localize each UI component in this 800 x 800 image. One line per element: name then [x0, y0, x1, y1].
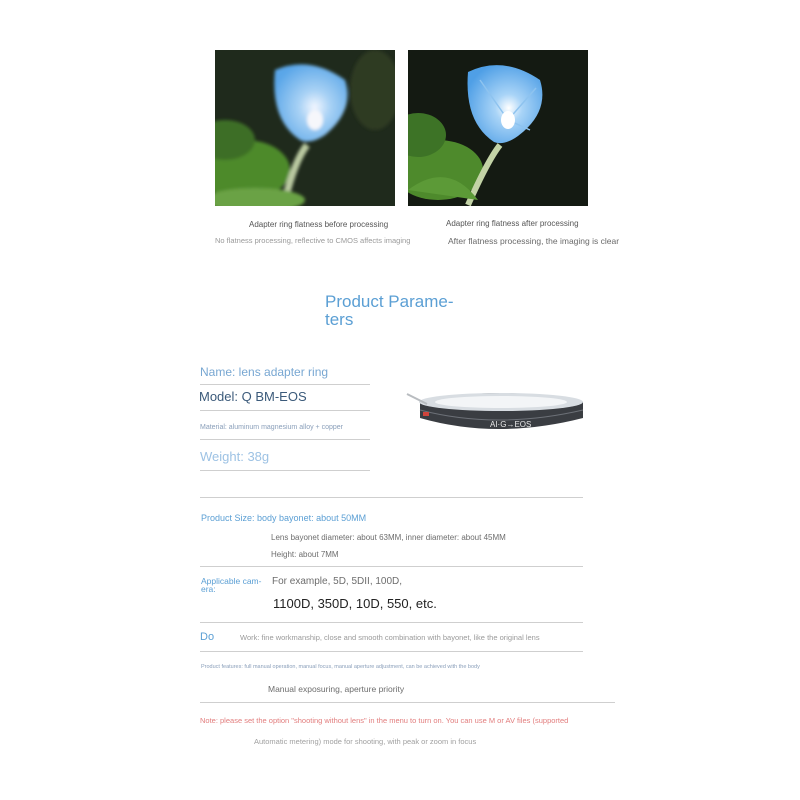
name-line: Name: lens adapter ring	[200, 365, 329, 379]
flower-blurry-image	[215, 50, 395, 206]
divider	[200, 566, 583, 567]
divider	[200, 651, 583, 652]
before-processing-photo	[215, 50, 395, 206]
after-processing-photo	[408, 50, 588, 206]
lens-ring-label: AI·G→EOS	[490, 420, 532, 429]
size-line-3: Height: about 7MM	[271, 550, 339, 559]
divider	[200, 702, 615, 703]
product-parameters-title-line1: Product Parame-	[325, 292, 454, 311]
material-line: Material: aluminum magnesium alloy + copper	[200, 424, 343, 431]
size-line-1: Product Size: body bayonet: about 50MM	[201, 513, 367, 523]
camera-label-line2: era:	[201, 584, 216, 594]
camera-line-2: 1100D, 350D, 10D, 550, etc.	[273, 596, 437, 611]
after-caption-title: Adapter ring flatness after processing	[446, 219, 579, 228]
do-label: Do	[200, 631, 215, 643]
lens-adapter-ring-image	[405, 388, 590, 446]
do-text: Work: fine workmanship, close and smooth combination with bayonet, like the original lens	[240, 633, 540, 642]
flower-clear-image	[408, 50, 588, 206]
divider	[200, 410, 370, 411]
divider	[200, 622, 583, 623]
note-line-2: Automatic metering) mode for shooting, with peak or zoom in focus	[254, 737, 477, 746]
size-line-2: Lens bayonet diameter: about 63MM, inner diameter: about 45MM	[271, 533, 506, 542]
divider	[200, 384, 370, 385]
before-caption-subtitle: No flatness processing, reflective to CMOS affects imaging	[215, 236, 411, 245]
lens-adapter-ring-photo	[405, 388, 590, 446]
features-line: Product features: full manual operation, manual focus, manual aperture adjustment, can be achieved with the body	[201, 664, 480, 670]
weight-line: Weight: 38g	[200, 449, 270, 464]
model-line: Model: Q BM-EOS	[199, 389, 307, 404]
after-caption-subtitle: After flatness processing, the imaging is clear	[448, 236, 620, 246]
note-line-1: Note: please set the option "shooting without lens" in the menu to turn on. You can use M or AV files (supported	[200, 716, 569, 725]
divider	[200, 470, 370, 471]
camera-label-line1: Applicable cam-	[201, 576, 262, 586]
divider	[200, 439, 370, 440]
exposure-line: Manual exposuring, aperture priority	[268, 684, 405, 694]
camera-line-1: For example, 5D, 5DII, 100D,	[272, 576, 403, 587]
before-caption-title: Adapter ring flatness before processing	[249, 220, 389, 229]
product-parameters-title-line2: ters	[325, 310, 354, 329]
divider	[200, 497, 583, 498]
